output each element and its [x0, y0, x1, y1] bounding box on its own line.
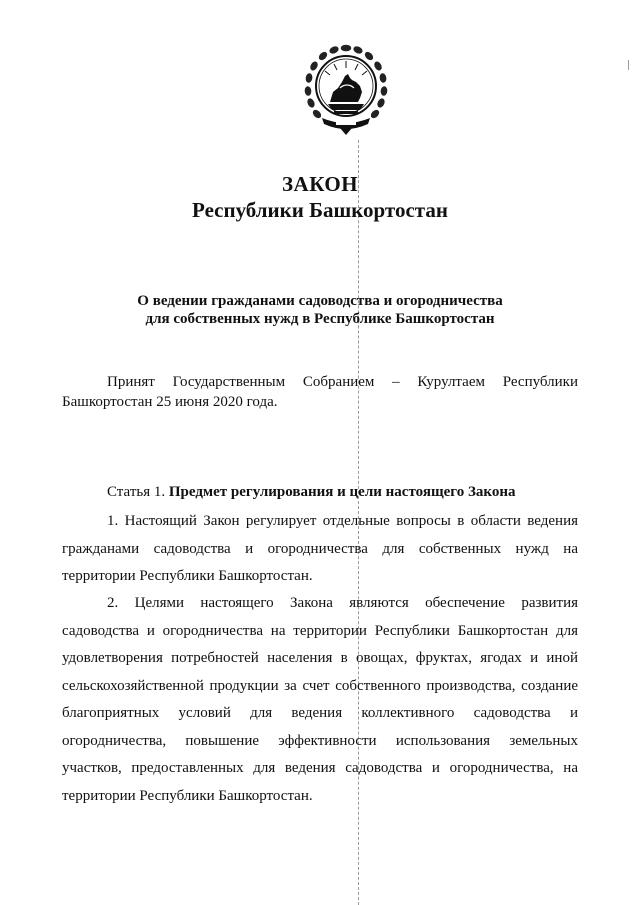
bashkortostan-coat-of-arms-icon [300, 42, 392, 138]
law-about-heading [0, 292, 640, 328]
about-line-1: О ведении гражданами садоводства и огородничества [137, 293, 503, 309]
article-paragraph-1: 1. Настоящий Закон регулирует отдельные вопросы в области ведения гражданами садоводства и огородничества для собственных нужд на территории Республики Башкортостан. [62, 513, 578, 584]
article-paragraph-2: 2. Целями настоящего Закона являются обеспечение развития садоводства и огородничества на территории Республики Башкортостан для удовлетворения потребностей населения в овощах, фруктах, ягодах и иной сельскохозяйственной продукции за счет собственного производства, создание благоприятных условий для ведения коллективного садоводства и огородничества, повышение эффективности использования земельных участков, предоставленных для ведения садоводства и огородничества, на территории Республики Башкортостан. [62, 595, 578, 804]
adoption-note: Принят Государственным Собранием – Курултаем Республики Башкортостан 25 июня 2020 года. [62, 374, 578, 410]
about-line-2: для собственных нужд в Республике Башкортостан [145, 311, 495, 327]
article-heading [107, 484, 515, 501]
article-title: Предмет регулирования и цели настоящего Закона [168, 484, 516, 500]
edge-mark [628, 60, 629, 70]
article-number: Статья 1. [107, 484, 169, 500]
law-title: ЗАКОН [281, 172, 359, 196]
law-subtitle: Республики Башкортостан [192, 198, 448, 222]
